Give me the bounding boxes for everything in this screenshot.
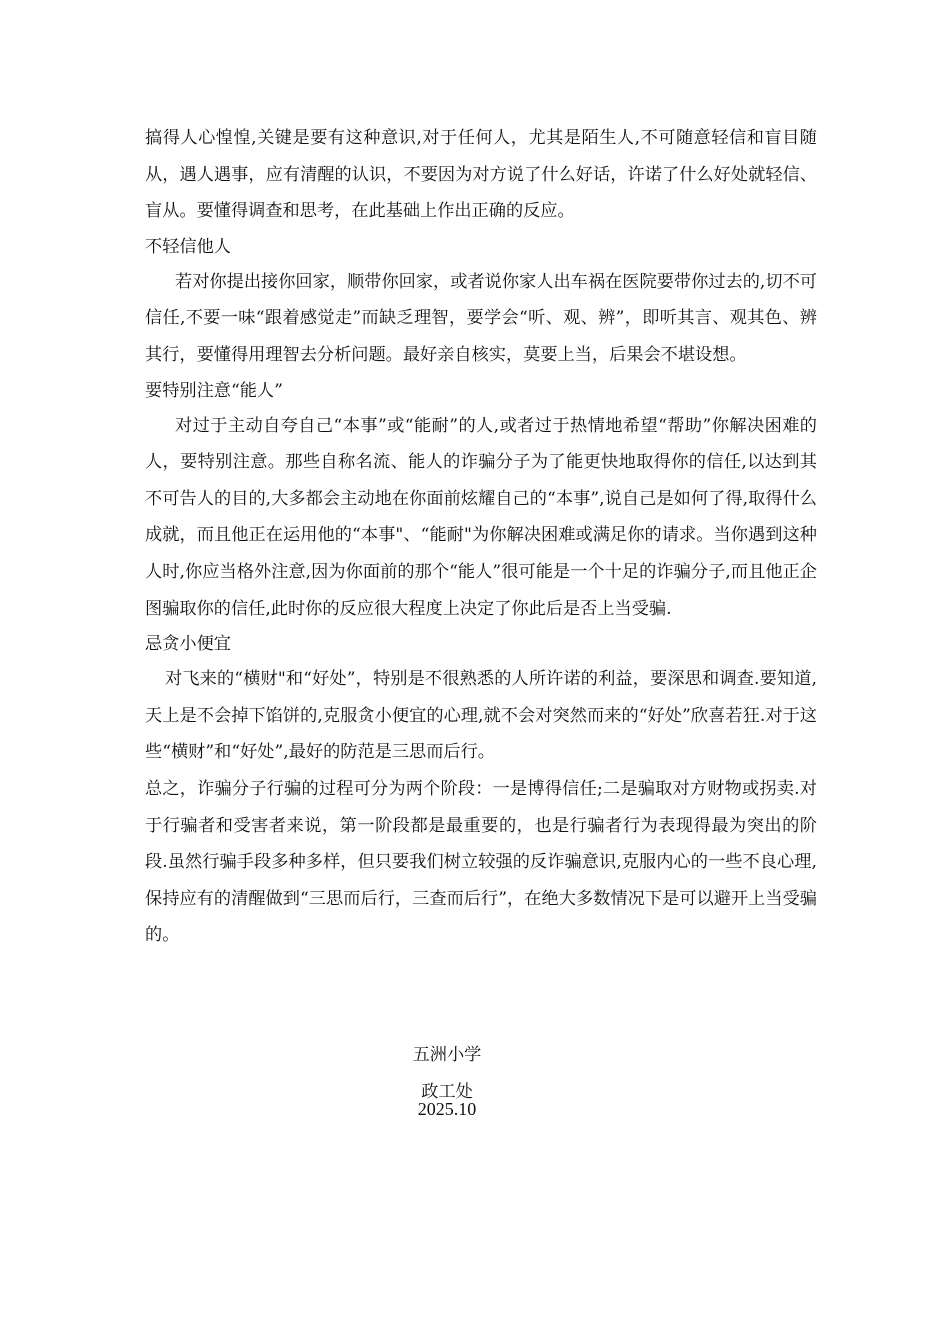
section-heading-trust: 不轻信他人 [145, 236, 231, 257]
intro-paragraph: 搞得人心惶惶,关键是要有这种意识,对于任何人，尤其是陌生人,不可随意轻信和盲目随从，遇人遇事，应有清醒的认识，不要因为对方说了什么好话，许诺了什么好处就轻信、盲从。要懂得调查和思考，在此基础上作出正确的反应。 [145, 128, 817, 222]
signature-date: 2025.10 [417, 1099, 477, 1119]
document-body [145, 120, 817, 954]
capable-paragraph: 对过于主动自夸自己“本事”或“能耐”的人,或者过于热情地希望“帮助”你解决困难的人，要特别注意。那些自称名流、能人的诈骗分子为了能更快地取得你的信任,以达到其不可告人的目的,大多都会主动地在你面前炫耀自己的“本事”,说自己是如何了得,取得什么成就，而且他正在运用他的“本事"、“能耐"为你解决困难或满足你的请求。当你遇到这种人时,你应当格外注意,因为你面前的那个“能人”很可能是一个十足的诈骗分子,而且他正企图骗取你的信任,此时你的反应很大程度上决定了你此后是否上当受骗. [145, 415, 817, 619]
signature-school: 五洲小学 [412, 1045, 482, 1065]
greed-paragraph: 对飞来的“横财"和“好处”，特别是不很熟悉的人所许诺的利益，要深思和调查.要知道,天上是不会掉下馅饼的,克服贪小便宜的心理,就不会对突然而来的“好处”欣喜若狂.对于这些“横财”和“好处”,最好的防范是三思而后行。 [145, 669, 817, 763]
summary-paragraph: 总之，诈骗分子行骗的过程可分为两个阶段：一是博得信任;二是骗取对方财物或拐卖.对于行骗者和受害者来说，第一阶段都是最重要的，也是行骗者行为表现得最为突出的阶段.虽然行骗手段多种多样，但只要我们树立较强的反诈骗意识,克服内心的一些不良心理,保持应有的清醒做到“三思而后行，三查而后行”，在绝大多数情况下是可以避开上当受骗的。 [145, 778, 817, 946]
section-heading-greed: 忌贪小便宜 [145, 634, 231, 655]
section-heading-capable: 要特别注意“能人” [145, 380, 283, 401]
trust-paragraph: 若对你提出接你回家，顺带你回家，或者说你家人出车祸在医院要带你过去的,切不可信任,不要一味“跟着感觉走”而缺乏理智，要学会“听、观、辨”，即听其言、观其色、辨其行，要懂得用理智去分析问题。最好亲自核实，莫要上当，后果会不堪设想。 [145, 271, 817, 365]
signature-department: 政工处 [421, 1082, 473, 1102]
